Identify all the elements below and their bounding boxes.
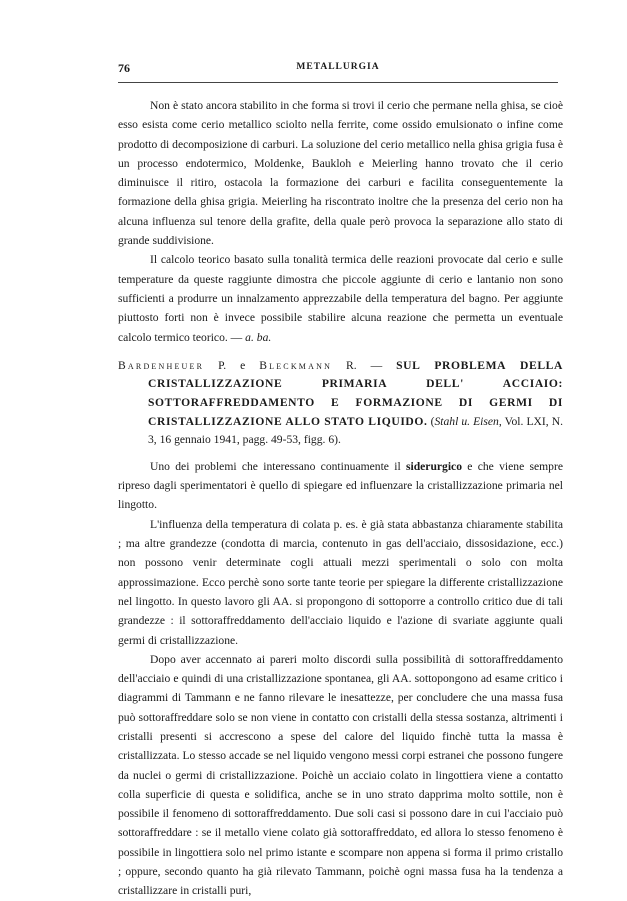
bibliographic-entry: Bardenheuer P. e Bleckmann R. — SUL PROBLEMA DELLA CRISTALLIZZAZIONE PRIMARIA DELL' ACCIAIO: SOTTORAFFREDDAMENTO E FORMAZIONE DI GERMI DI CRISTALLIZZAZIONE ALLO STATO LIQUIDO. (Stahl u. Eisen, Vol. LXI, N. 3, 16 gennaio 1941, pagg. 49-53, figg. 6). [118,358,563,447]
page-header [118,61,558,79]
entry-title: SUL PROBLEMA DELLA CRISTALLIZZAZIONE PRIMARIA DELL' ACCIAIO: SOTTORAFFREDDAMENTO E FORMAZIONE DI GERMI DI CRISTALLIZZAZIONE ALLO STATO LIQUIDO. [148,358,563,428]
entry-journal: Stahl u. Eisen [434,414,499,428]
entry-author-2: Bleckmann [259,358,333,372]
header-rule [118,82,558,83]
entry-citation-rest: , Vol. LXI, N. 3, 16 gennaio 1941, pagg. 49-53, figg. 6). [148,414,563,447]
intro-paragraph-2 [118,250,563,346]
running-title: METALLURGIA [296,62,380,72]
page-number: 76 [118,61,130,75]
review-paragraph-1-before: Uno dei problemi che interessano continuamente il [150,459,401,473]
review-paragraph-2: L'influenza della temperatura di colata p. es. è già stata abbastanza chiaramente stabilita ; ma altre grandezze (condotta di marcia, contenuto in gas dell'acciaio, dissosidazione, ecc.) non possono venir determinate cogli attuali mezzi sperimentali o solo con molta approssimazione. Ecco perchè sono sorte tante teorie per spiegare la differente cristallizzazione nel lingotto. In questo lavoro gli AA. si propongono di sottoporre a controllo critico due di tali grandezze : il sottoraffreddamento dell'acciaio liquido e l'azione di svariate aggiunte quali germi di cristallizzazione. [118,517,563,647]
page-body [118,96,563,901]
intro-signature: a. ba. [245,330,272,344]
entry-conjunction: e [240,358,246,372]
review-paragraph-3: Dopo aver accennato ai pareri molto discordi sulla possibilità di sottoraffreddamento dell'acciaio e quindi di una cristallizzazione spontanea, gli AA. sottopongono ad esame critico i diagrammi di Tammann e ne fanno rilevare le inesattezze, per concludere che una massa fusa può sottoraffreddare solo se non viene in contatto con cristalli della stessa sostanza, altrimenti i cristalli presenti si accrescono a spese del calore del liquido finchè tutta la massa è cristallizzata. Lo stesso accade se nel liquido vengono messi corpi estranei che possono fungere da nuclei o germi di cristallizzazione. Poichè un acciaio colato in lingottiera viene a contatto colla superficie di questa e solidifica, anche se in uno strato dapprima molto sottile, non è possibile il fenomeno di sottoraffreddamento. Due soli casi si possono dare in cui l'acciaio può sottoraffreddare : se il metallo viene colato già sottoraffreddato, ed allora lo stesso fenomeno è possibile in lingottiera solo nel primo istante e scompare non appena si forma il primo cristallo ; oppure, secondo quanto ha già rilevato Tammann, poichè ogni massa fusa ha la tendenza a cristallizzare in cristalli puri, [118,652,563,898]
review-paragraph-1-bold: siderurgico [405,459,462,473]
intro-paragraph-1: Non è stato ancora stabilito in che forma si trovi il cerio che permane nella ghisa, se cioè esso esista come cerio metallico sciolto nella ferrite, come ossido emulsionato o infine come prodotto di decomposizione di carburi. La soluzione del cerio metallico nella ghisa grigia fusa è un processo endotermico, Moldenke, Baukloh e Meierling hanno trovato che il cerio diminuisce il ritiro, ostacola la formazione dei carburi e facilita conseguentemente la formazione della ghisa grigia. Meierling ha riscontrato inoltre che la presenza del cerio non ha alcuna influenza sul tenore della grafite, della quale però provoca la separazione allo stato di grande suddivisione. [118,99,563,248]
entry-dash: — [370,358,383,372]
review-paragraph-1-after: e che viene sempre ripreso dagli sperimentatori è quello di spiegare ed influenzare la cristallizzazione primaria nel lingotto. [118,459,563,512]
entry-author-2-initial: R. [346,358,357,372]
review-paragraph-1 [118,457,563,515]
intro-paragraph-2-text: Il calcolo teorico basato sulla tonalità termica delle reazioni provocate dal cerio e sulle temperature da queste raggiunte dimostra che piccole aggiunte di cerio e lantanio non sono sufficienti a produrre un innalzamento apprezzabile della temperatura del bagno. Per aggiunte piuttosto forti non è invece possibile stabilire alcuna reazione che permetta un eventuale calcolo termico teorico. — [118,253,563,344]
entry-author-1-initial: P. [218,358,227,372]
entry-author-1: Bardenheuer [118,358,205,372]
